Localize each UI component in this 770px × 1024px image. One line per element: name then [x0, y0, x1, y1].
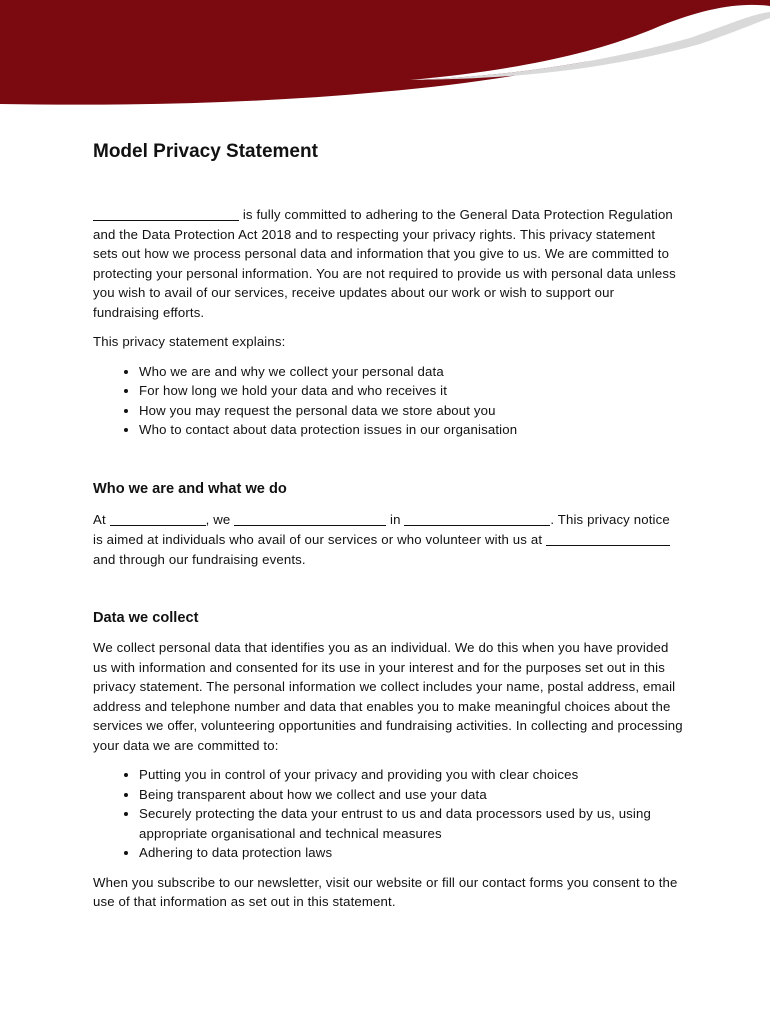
list-item: • Adhering to data protection laws: [139, 843, 683, 863]
commitments-list: [93, 765, 683, 863]
who-paragraph: [93, 509, 683, 570]
list-item: • Who to contact about data protection issues in our organisation: [139, 420, 683, 440]
data-heading: Data we collect: [93, 610, 199, 626]
data-paragraph: We collect personal data that identifies you as an individual. We do this when you have provided us with information and consented for its use in your interest and for the purposes set out in this privacy statement. The personal information we collect includes your name, postal address, email address and telephone number and data that enables you to make meaningful choices about the services we offer, volunteering opportunities and fundraising activities. In collecting and processing your data we are committed to:: [93, 640, 683, 753]
header-swoosh-decoration: [0, 0, 770, 110]
intro-paragraph: [93, 204, 683, 322]
who-at-text: At: [93, 511, 110, 527]
name-blank[interactable]: [110, 511, 206, 526]
who-in-text: in: [386, 511, 405, 527]
list-item: • For how long we hold your data and who receives it: [139, 381, 683, 401]
list-item: • Being transparent about how we collect and use your data: [139, 785, 683, 805]
consent-paragraph: When you subscribe to our newsletter, visit our website or fill our contact forms you consent to the use of that information as set out in this statement.: [93, 874, 678, 909]
location-blank[interactable]: [404, 511, 550, 526]
venue-blank[interactable]: [546, 531, 670, 546]
list-item: • How you may request the personal data we store about you: [139, 401, 683, 421]
doc-title: Model Privacy Statement: [93, 141, 318, 162]
who-end-text: and through our fundraising events.: [93, 551, 306, 567]
who-heading: Who we are and what we do: [93, 480, 287, 497]
list-item: • Securely protecting the data your entrust to us and data processors used by us, using appropriate organisational and technical measures: [139, 804, 683, 843]
list-item: • Putting you in control of your privacy and providing you with clear choices: [139, 765, 683, 785]
org-name-blank[interactable]: [93, 206, 239, 221]
intro-text: is fully committed to adhering to the General Data Protection Regulation and the Data Protection Act 2018 and to respecting your privacy rights. This privacy statement sets out how we process personal data and information that you give to us. We are committed to protecting your personal information. You are not required to provide us with personal data unless you wish to avail of our services, receive updates about our work or wish to support our fundraising efforts.: [93, 207, 676, 320]
explains-list: [93, 362, 683, 440]
who-we-text: , we: [205, 511, 235, 527]
who-rest-text: . This privacy notice is aimed at individuals who avail of our services or who volunteer with us at: [93, 511, 670, 547]
explains-line: This privacy statement explains:: [93, 334, 286, 349]
document-body: [93, 138, 683, 922]
list-item: • Who we are and why we collect your personal data: [139, 362, 683, 382]
activity-blank[interactable]: [234, 511, 386, 526]
